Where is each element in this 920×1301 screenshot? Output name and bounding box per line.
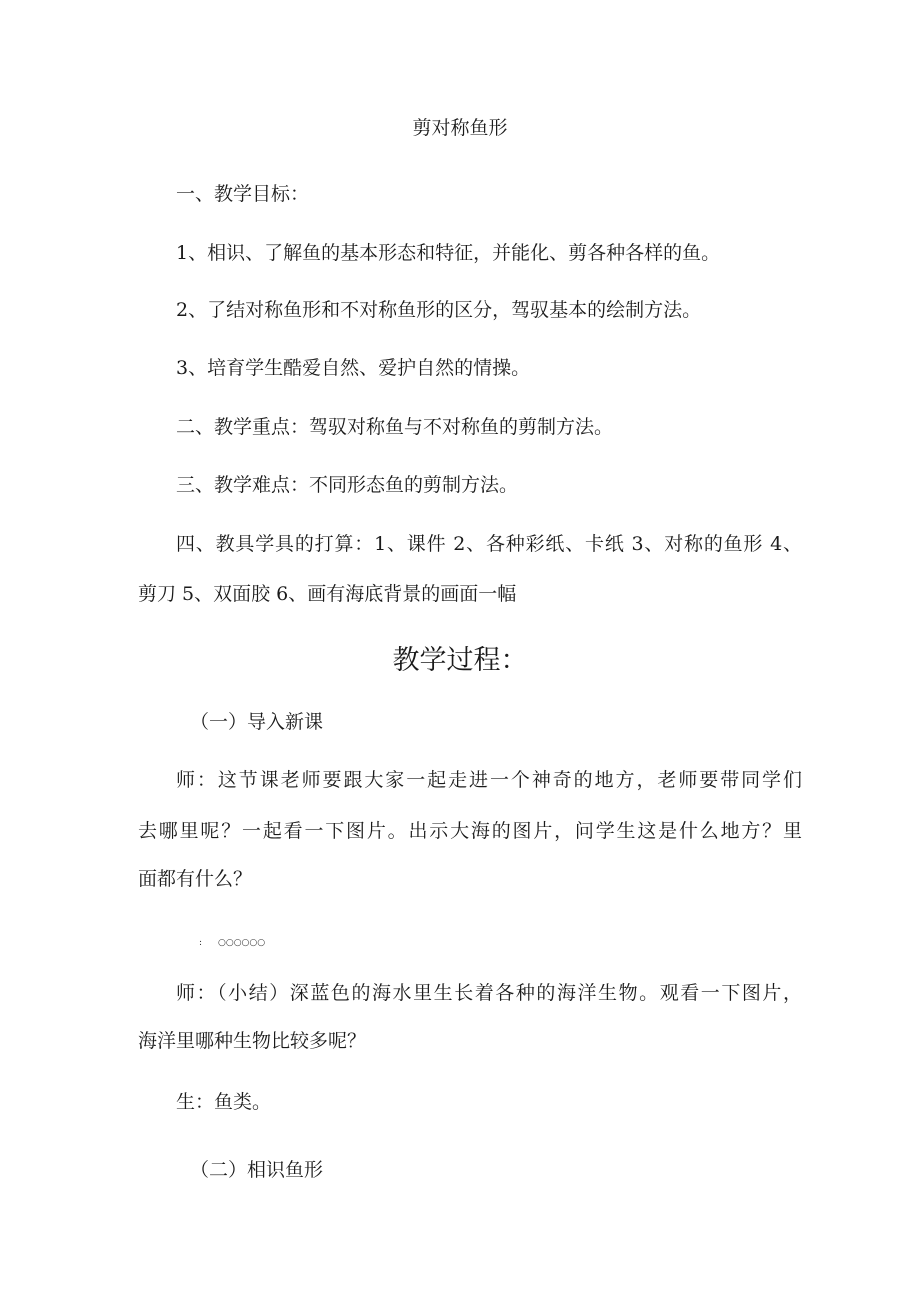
section-1-heading: （一）导入新课 bbox=[190, 711, 324, 733]
teacher-paragraph-2-line-2: 海洋里哪种生物比较多呢？ bbox=[138, 1030, 367, 1052]
objectives-heading: 一、教学目标： bbox=[176, 183, 310, 205]
student-answer: 生：鱼类。 bbox=[176, 1091, 272, 1113]
ellipsis-dots: ○○○○○○ bbox=[218, 938, 266, 948]
key-point: 二、教学重点：驾驭对称鱼与不对称鱼的剪制方法。 bbox=[176, 416, 614, 438]
ellipsis-colon: : bbox=[199, 938, 203, 948]
materials-line-2: 剪刀 5、双面胶 6、画有海底背景的画面一幅 bbox=[138, 583, 517, 605]
materials-line-1: 四、教具学具的打算：1、课件 2、各种彩纸、卡纸 3、对称的鱼形 4、 bbox=[176, 533, 802, 555]
objective-item-3: 3、培育学生酷爱自然、爱护自然的情操。 bbox=[176, 357, 531, 379]
objective-item-2: 2、了结对称鱼形和不对称鱼形的区分，驾驭基本的绘制方法。 bbox=[176, 299, 702, 321]
section-2-heading: （二）相识鱼形 bbox=[190, 1159, 324, 1181]
process-heading: 教学过程： bbox=[392, 645, 528, 676]
teacher-paragraph-1-line-2: 去哪里呢？一起看一下图片。出示大海的图片，问学生这是什么地方？里 bbox=[138, 820, 802, 842]
teacher-paragraph-1-line-3: 面都有什么？ bbox=[138, 868, 253, 890]
difficulty: 三、教学难点：不同形态鱼的剪制方法。 bbox=[176, 474, 519, 496]
teacher-paragraph-1-line-1: 师：这节课老师要跟大家一起走进一个神奇的地方，老师要带同学们 bbox=[176, 769, 802, 791]
document-title: 剪对称鱼形 bbox=[412, 117, 508, 139]
objective-item-1: 1、相识、了解鱼的基本形态和特征，并能化、剪各种各样的鱼。 bbox=[176, 242, 721, 264]
teacher-paragraph-2-line-1: 师：（小结）深蓝色的海水里生长着各种的海洋生物。观看一下图片， bbox=[176, 982, 802, 1004]
